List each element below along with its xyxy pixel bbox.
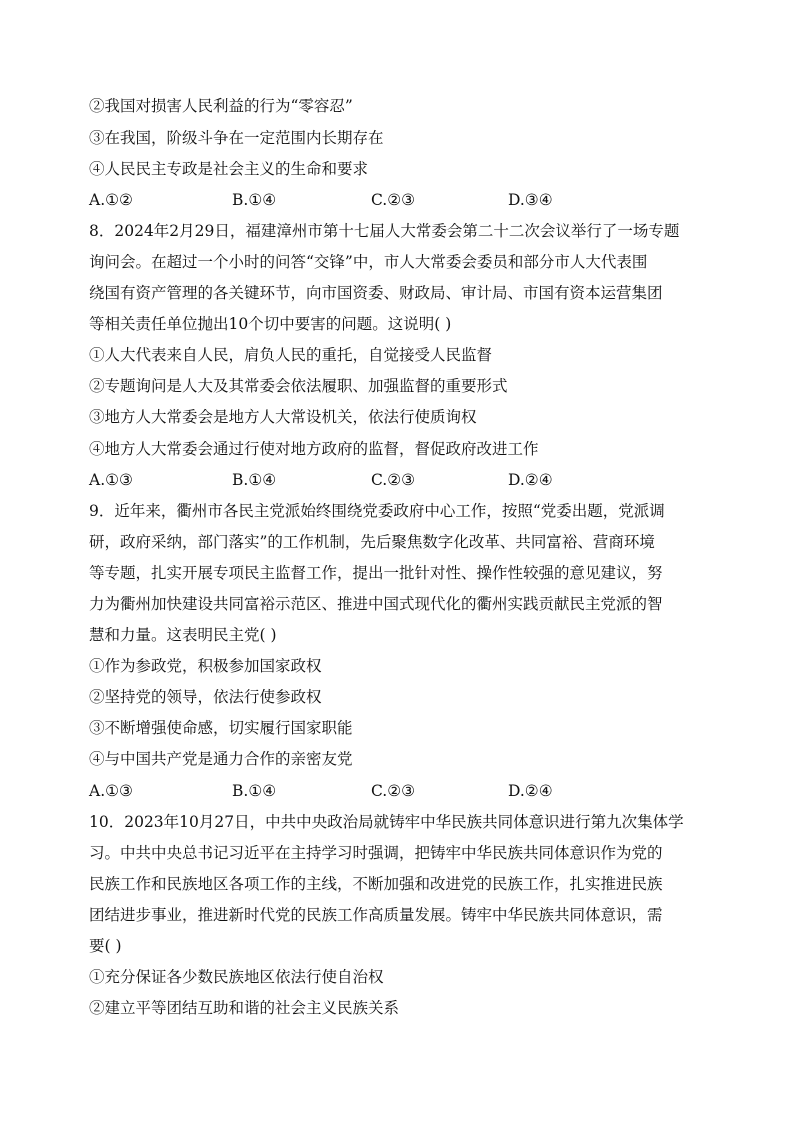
q10-stem-line: 10．2023年10月27日，中共中央政治局就铸牢中华民族共同体意识进行第九次集体学	[89, 813, 684, 831]
q9-stem-line: 9．近年来，衢州市各民主党派始终围绕党委政府中心工作，按照“党委出题，党派调	[89, 502, 665, 520]
q9-option-1: ①作为参政党，积极参加国家政权	[89, 657, 322, 675]
q9-stem-line: 力为衢州加快建设共同富裕示范区、推进中国式现代化的衢州实践贡献民主党派的智	[89, 595, 663, 613]
q8-stem-line: 绕国有资产管理的各关键环节，向市国资委、财政局、审计局、市国有资本运营集团	[89, 284, 663, 302]
q8-stem-line: 询问会。在超过一个小时的问答“交锋”中，市人大常委会委员和部分市人大代表围	[89, 253, 648, 271]
q9-choice-b: B.①④	[232, 782, 277, 800]
q8-option-4: ④地方人大常委会通过行使对地方政府的监督，督促政府改进工作	[89, 440, 539, 458]
q8-choices	[89, 470, 709, 490]
q9-option-3: ③不断增强使命感，切实履行国家职能	[89, 719, 353, 737]
q10-stem-line: 习。中共中央总书记习近平在主持学习时强调，把铸牢中华民族共同体意识作为党的	[89, 844, 663, 862]
q10-option-1: ①充分保证各少数民族地区依法行使自治权	[89, 968, 384, 986]
q9-choice-d: D.②④	[508, 782, 553, 800]
q8-choice-c: C.②③	[371, 471, 416, 489]
q9-stem-line: 研，政府采纳，部门落实”的工作机制，先后聚焦数字化改革、共同富裕、营商环境	[89, 533, 655, 551]
q8-option-1: ①人大代表来自人民，肩负人民的重托，自觉接受人民监督	[89, 346, 493, 364]
q10-option-2: ②建立平等团结互助和谐的社会主义民族关系	[89, 999, 400, 1017]
q9-option-2: ②坚持党的领导，依法行使参政权	[89, 688, 322, 706]
q8-choice-b: B.①④	[232, 471, 277, 489]
q10-stem-line: 民族工作和民族地区各项工作的主线，不断加强和改进党的民族工作，扎实推进民族	[89, 875, 663, 893]
q8-choice-d: D.②④	[508, 471, 553, 489]
q7-option-3: ③在我国，阶级斗争在一定范围内长期存在	[89, 129, 384, 147]
q10-stem-line: 团结进步事业，推进新时代党的民族工作高质量发展。铸牢中华民族共同体意识，需	[89, 906, 663, 924]
q9-option-4: ④与中国共产党是通力合作的亲密友党	[89, 750, 353, 768]
q8-choice-a: A.①③	[89, 471, 133, 489]
q7-option-4: ④人民民主专政是社会主义的生命和要求	[89, 160, 369, 178]
q7-choice-b: B.①④	[232, 191, 277, 209]
q10-stem-line: 要( )	[89, 937, 122, 955]
q8-option-2: ②专题询问是人大及其常委会依法履职、加强监督的重要形式	[89, 377, 508, 395]
q7-choice-a: A.①②	[89, 191, 133, 209]
q9-stem-line: 慧和力量。这表明民主党( )	[89, 626, 277, 644]
q9-stem-line: 等专题，扎实开展专项民主监督工作，提出一批针对性、操作性较强的意见建议，努	[89, 564, 663, 582]
q8-stem-line: 8．2024年2月29日，福建漳州市第十七届人大常委会第二十二次会议举行了一场专题	[89, 222, 680, 240]
q7-choice-d: D.③④	[508, 191, 553, 209]
q9-choice-c: C.②③	[371, 782, 416, 800]
q8-stem-line: 等相关责任单位抛出10个切中要害的问题。这说明( )	[89, 315, 452, 333]
q9-choices	[89, 781, 709, 801]
q7-choices	[89, 190, 709, 210]
q7-option-2: ②我国对损害人民利益的行为“零容忍”	[89, 97, 353, 115]
q7-choice-c: C.②③	[371, 191, 416, 209]
q9-choice-a: A.①③	[89, 782, 133, 800]
q8-option-3: ③地方人大常委会是地方人大常设机关，依法行使质询权	[89, 408, 477, 426]
